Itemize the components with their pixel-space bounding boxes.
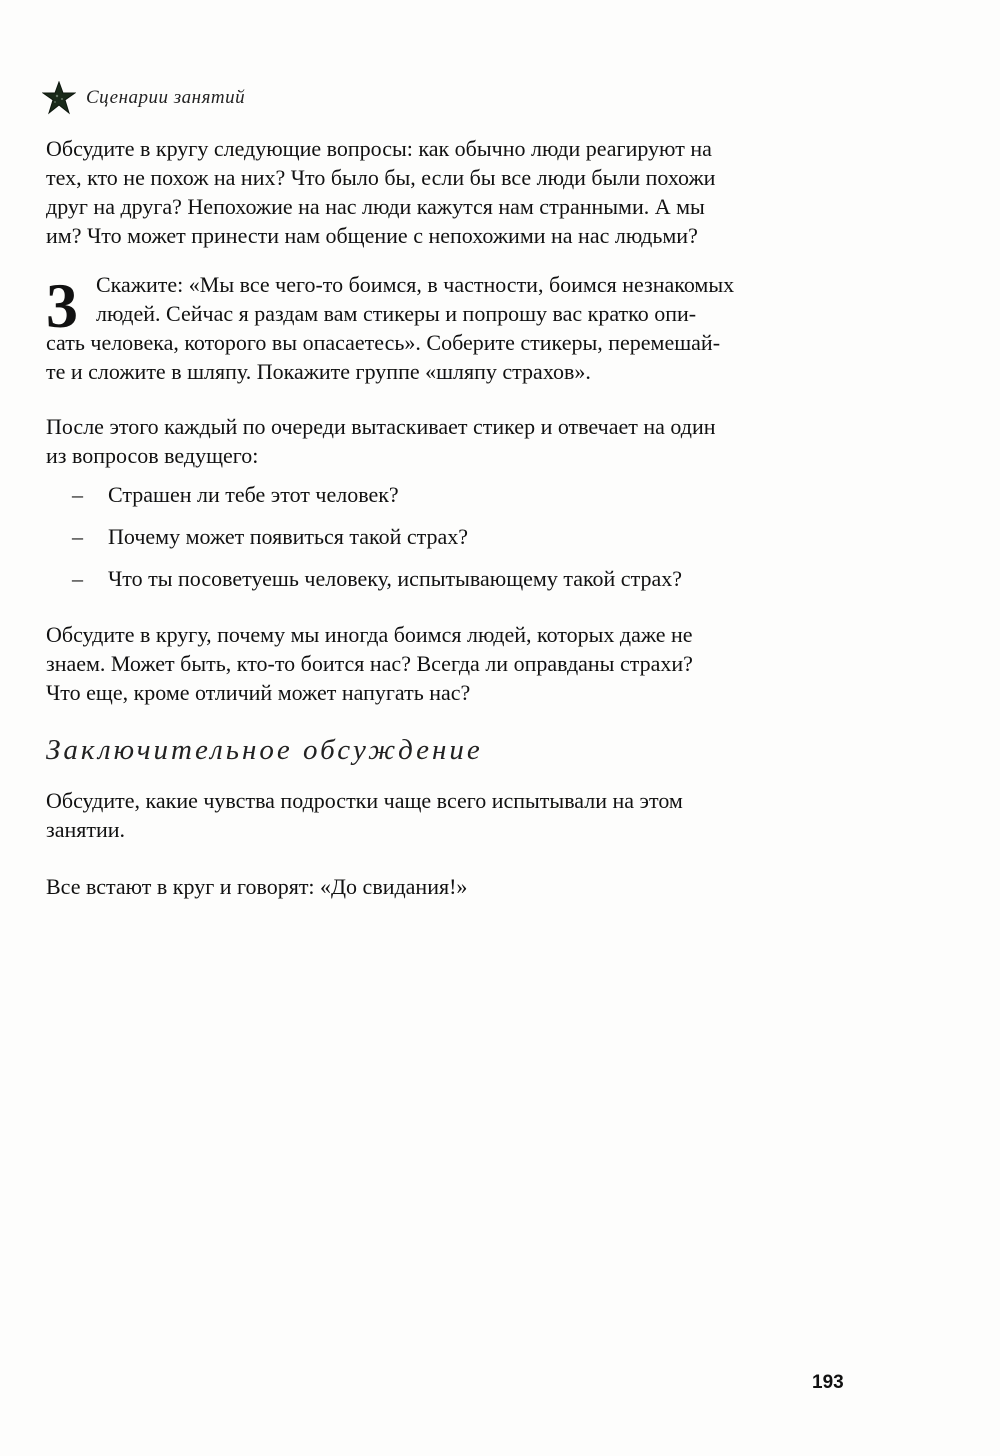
text-line: людей. Сейчас я раздам вам стикеры и попрошу вас кратко опи-: [96, 301, 697, 326]
farewell-paragraph: [46, 872, 866, 901]
text-line: те и сложите в шляпу. Покажите группе «шляпу страхов».: [46, 359, 591, 384]
list-item: [72, 522, 682, 564]
list-dash: –: [72, 566, 83, 591]
text-line: тех, кто не похож на них? Что было бы, если бы все люди были похожи: [46, 165, 716, 190]
list-item-text: Что ты посоветуешь человеку, испытывающему такой страх?: [108, 566, 682, 591]
text-line: Скажите: «Мы все чего-то боимся, в частности, боимся незнакомых: [96, 272, 735, 297]
list-item-text: Почему может появиться такой страх?: [108, 524, 469, 549]
intro-paragraph: [46, 134, 866, 250]
text-line: Все встают в круг и говорят: «До свидания!»: [46, 874, 468, 899]
text-line: из вопросов ведущего:: [46, 443, 259, 468]
running-title: Сценарии занятий: [86, 87, 246, 108]
question-list: [72, 480, 682, 606]
text-line: сать человека, которого вы опасаетесь». Соберите стикеры, перемешай-: [46, 330, 721, 355]
text-line: Обсудите в кругу следующие вопросы: как обычно люди реагируют на: [46, 136, 712, 161]
after-paragraph: [46, 412, 866, 470]
text-line: После этого каждый по очереди вытаскивает стикер и отвечает на один: [46, 414, 716, 439]
text-line: знаем. Может быть, кто-то боится нас? Всегда ли оправданы страхи?: [46, 651, 693, 676]
text-line: Обсудите, какие чувства подростки чаще всего испытывали на этом: [46, 788, 683, 813]
list-dash: –: [72, 524, 83, 549]
closing-paragraph: [46, 786, 866, 844]
list-item: [72, 564, 682, 606]
list-dash: –: [72, 482, 83, 507]
text-line: Что еще, кроме отличий может напугать нас?: [46, 680, 471, 705]
list-item-text: Страшен ли тебе этот человек?: [108, 482, 399, 507]
discussion-paragraph: [46, 620, 866, 707]
text-line: Обсудите в кругу, почему мы иногда боимся людей, которых даже не: [46, 622, 693, 647]
star-icon: [42, 81, 76, 115]
text-line: им? Что может принести нам общение с непохожими на нас людьми?: [46, 223, 698, 248]
list-item: [72, 480, 682, 522]
section-heading: Заключительное обсуждение: [46, 734, 483, 766]
text-line: занятии.: [46, 817, 126, 842]
step-text: [46, 270, 858, 386]
text-line: друг на друга? Непохожие на нас люди кажутся нам странными. А мы: [46, 194, 705, 219]
step-number: 3: [46, 270, 78, 341]
page-number: 193: [812, 1372, 844, 1393]
running-header: [42, 80, 245, 116]
